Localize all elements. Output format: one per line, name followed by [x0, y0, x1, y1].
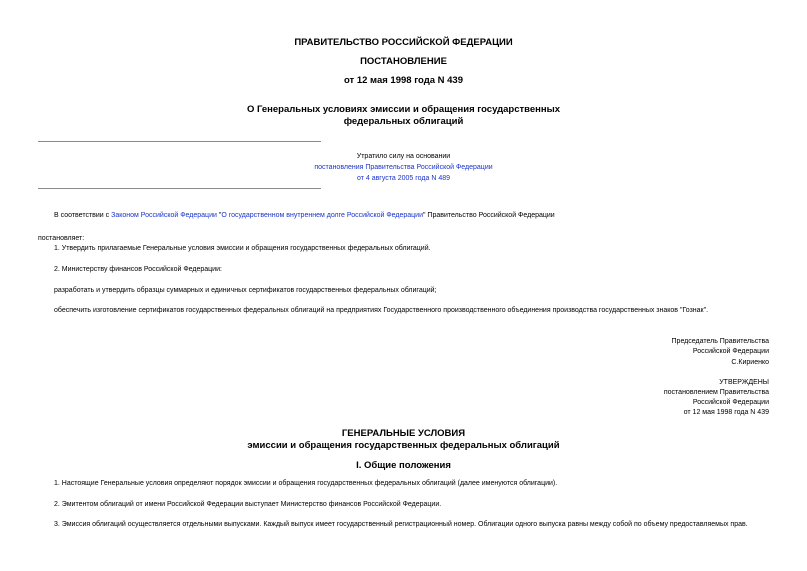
law-link[interactable]: Законом Российской Федерации	[111, 212, 217, 219]
preamble	[54, 212, 555, 219]
item-2b: обеспечить изготовление сертификатов государственных федеральных облигаций на предприятиях Государственного производственного объединения производства государственных знаков "Гознак".	[54, 307, 709, 314]
document-type: ПОСТАНОВЛЕНИЕ	[360, 56, 447, 67]
decides-label: постановляет:	[38, 235, 85, 242]
document-title-line1: О Генеральных условиях эмиссии и обращения государственных	[246, 104, 561, 115]
signature-name: С.Кириенко	[731, 359, 769, 366]
government-heading: ПРАВИТЕЛЬСТВО РОССИЙСКОЙ ФЕДЕРАЦИИ	[294, 37, 513, 48]
approval-line2: постановлением Правительства	[663, 389, 769, 396]
divider-bottom	[38, 188, 321, 189]
debt-law-link[interactable]: О государственном внутреннем долге Российской Федерации	[221, 212, 423, 219]
signature-line2: Российской Федерации	[692, 348, 769, 355]
status-note-line1: Утратило силу на основании	[356, 153, 451, 160]
general-subtitle: эмиссии и обращения государственных федеральных облигаций	[247, 440, 560, 451]
repeal-date-link[interactable]: от 4 августа 2005 года N 489	[356, 175, 451, 182]
approval-line3: Российской Федерации	[692, 399, 769, 406]
paragraph-1: 1. Настоящие Генеральные условия определяют порядок эмиссии и обращения государственных федеральных облигаций (далее именуются облигации).	[54, 480, 558, 487]
approval-line4: от 12 мая 1998 года N 439	[683, 409, 769, 416]
repeal-decree-link[interactable]: постановления Правительства Российской Федерации	[314, 164, 493, 171]
approval-line1: УТВЕРЖДЕНЫ	[719, 379, 769, 386]
signature-line1: Председатель Правительства	[671, 338, 769, 345]
paragraph-3: 3. Эмиссия облигаций осуществляется отдельными выпусками. Каждый выпуск имеет государственный регистрационный номер. Облигации одного выпуска равны между собой по объему предоставляемых прав.	[54, 521, 748, 528]
item-1: 1. Утвердить прилагаемые Генеральные условия эмиссии и обращения государственных федеральных облигаций.	[54, 245, 431, 252]
item-2: 2. Министерству финансов Российской Федерации:	[54, 266, 222, 273]
preamble-suffix: " Правительство Российской Федерации	[423, 212, 555, 219]
document-title-line2: федеральных облигаций	[343, 116, 464, 127]
divider-top	[38, 141, 321, 142]
preamble-quote: "	[216, 212, 222, 219]
item-2a: разработать и утвердить образцы суммарных и единичных сертификатов государственных федеральных облигаций;	[54, 287, 437, 294]
document-date: от 12 мая 1998 года N 439	[343, 75, 464, 86]
paragraph-2: 2. Эмитентом облигаций от имени Российской Федерации выступает Министерство финансов Российской Федерации.	[54, 501, 442, 508]
preamble-prefix: В соответствии с	[54, 212, 112, 219]
general-title: ГЕНЕРАЛЬНЫЕ УСЛОВИЯ	[341, 428, 466, 439]
section-1-heading: I. Общие положения	[356, 460, 451, 471]
